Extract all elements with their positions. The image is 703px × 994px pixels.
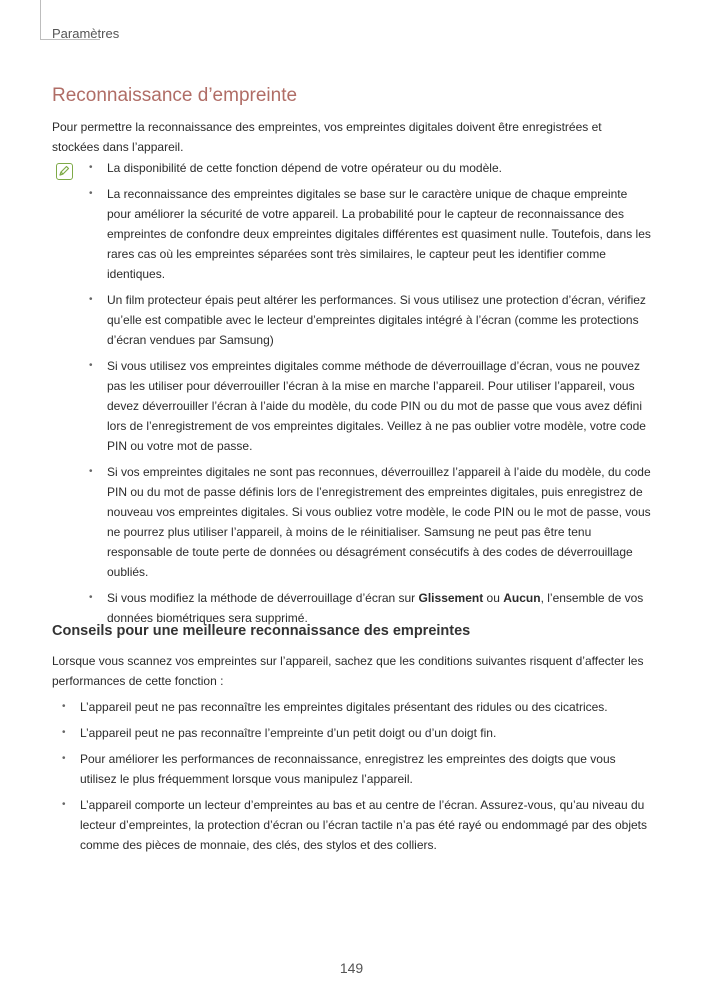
option-glissement: Glissement: [418, 591, 484, 605]
note-item: [107, 588, 652, 628]
note-item: • La reconnaissance des empreintes digitales se base sur le caractère unique de chaque empreinte pour améliorer la sécurité de votre appareil. La probabilité pour le capteur de reconnaissance des empreintes de confondre deux empreintes digitales différentes est quasiment nulle. Toutefois, dans les rares cas où les empreintes séparées sont très similaires, le capteur peut les identifier comme identiques.: [107, 184, 652, 284]
tip-item: • Pour améliorer les performances de reconnaissance, enregistrez les empreintes des doigts que vous utilisez le plus fréquemment lorsque vous manipulez l’appareil.: [80, 749, 652, 789]
note-item: • Un film protecteur épais peut altérer les performances. Si vous utilisez une protection d’écran, vérifiez qu’elle est compatible avec le lecteur d’empreintes digitales intégré à l’écran (comme les protections d’écran vendues par Samsung): [107, 290, 652, 350]
section-title: Conseils pour une meilleure reconnaissance des empreintes: [52, 623, 471, 639]
note-item: • La disponibilité de cette fonction dépend de votre opérateur ou du modèle.: [107, 158, 652, 178]
running-header: Paramètres: [52, 26, 120, 41]
note-text: , l’ensemble de vos données biométriques sera supprimé.: [107, 591, 644, 625]
note-item: • Si vous utilisez vos empreintes digitales comme méthode de déverrouillage d’écran, vous ne pouvez pas les utiliser pour déverrouiller l’écran à la mise en marche l’appareil. Pour utiliser l’appareil, vous devez déverrouiller l’écran à l’aide du modèle, du code PIN ou du mot de passe que vous avez défini lors de l’enregistrement de vos empreintes digitales. Veillez à ne pas oublier votre modèle, votre code PIN ou votre mot de passe.: [107, 356, 652, 456]
tip-item: • L’appareil peut ne pas reconnaître l’empreinte d’un petit doigt ou d’un doigt fin.: [80, 723, 652, 743]
header-rule-vertical: [40, 0, 41, 40]
section-intro: Lorsque vous scannez vos empreintes sur l’appareil, sachez que les conditions suivantes risquent d’affecter les performances de cette fonction :: [52, 654, 644, 688]
page-number: 149: [339, 960, 364, 976]
tips-list: [80, 697, 652, 861]
intro-paragraph: Pour permettre la reconnaissance des empreintes, vos empreintes digitales doivent être enregistrées et stockées dans l’appareil.: [52, 120, 602, 154]
tip-item: • L’appareil comporte un lecteur d’empreintes au bas et au centre de l’écran. Assurez-vous, qu’au niveau du lecteur d’empreintes, la protection d’écran ou l’écran tactile n’a pas été rayé ou endommagé par des objets comme des pièces de monnaie, des clés, des stylos et des colliers.: [80, 795, 652, 855]
note-pencil-icon: [56, 163, 73, 180]
note-list: [107, 158, 652, 634]
note-text: Si vous modifiez la méthode de déverrouillage d’écran sur: [107, 591, 419, 605]
tip-item: • L’appareil peut ne pas reconnaître les empreintes digitales présentant des ridules ou des cicatrices.: [80, 697, 652, 717]
note-text: ou: [483, 591, 504, 605]
page-title: Reconnaissance d’empreinte: [52, 85, 298, 106]
note-item: • Si vos empreintes digitales ne sont pas reconnues, déverrouillez l’appareil à l’aide du modèle, du code PIN ou du mot de passe définis lors de l’enregistrement des empreintes digitales, puis enregistrez de nouveau vos empreintes digitales. Si vous oubliez votre modèle, le code PIN ou le mot de passe, vous ne pourrez plus utiliser l’appareil, à moins de le réinitialiser. Samsung ne peut pas être tenu responsable de toute perte de données ou désagrément consécutifs à des codes de déverrouillage oubliés.: [107, 462, 652, 582]
option-aucun: Aucun: [503, 591, 541, 605]
